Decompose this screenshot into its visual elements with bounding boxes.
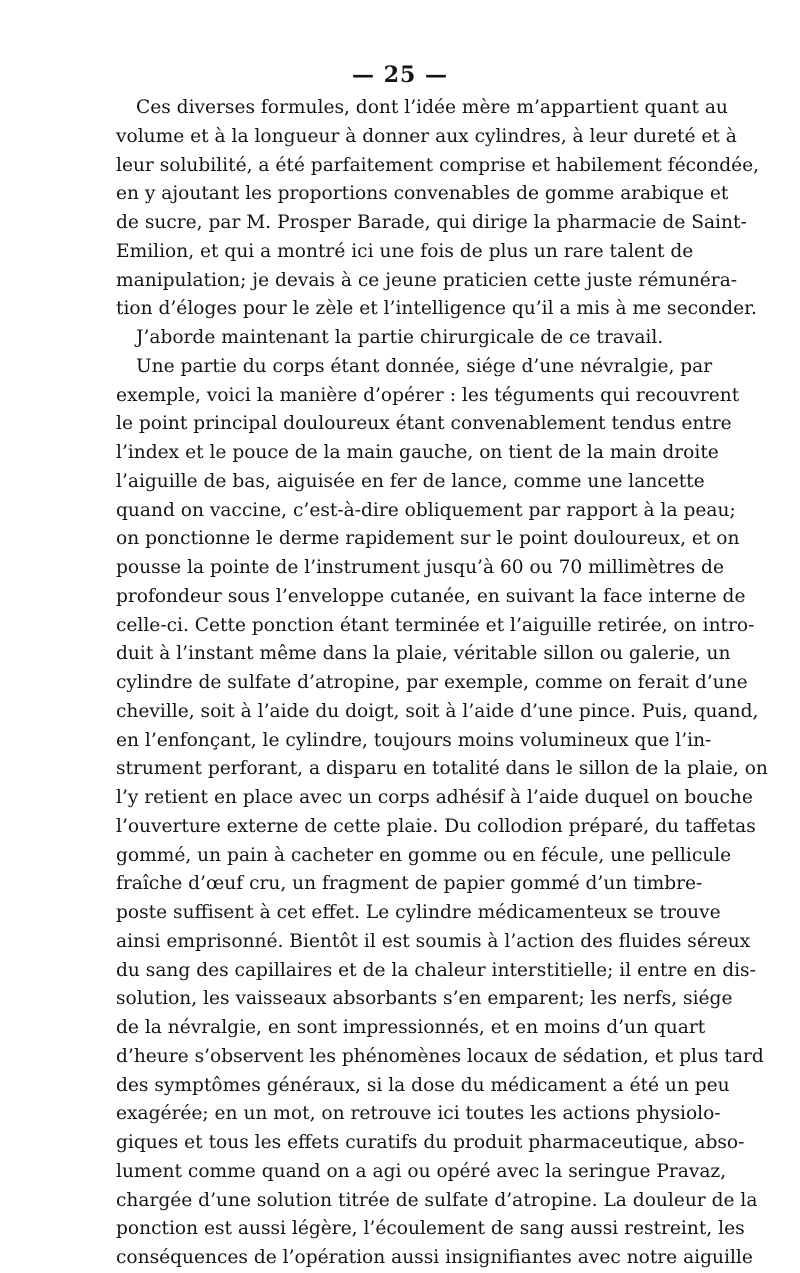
- paragraph-line: duit à l’instant même dans la plaie, véritable sillon ou galerie, un: [116, 643, 731, 665]
- paragraph-line: tion d’éloges pour le zèle et l’intelligence qu’il a mis à me seconder.: [116, 298, 757, 320]
- paragraph-line: l’index et le pouce de la main gauche, on tient de la main droite: [116, 442, 719, 463]
- paragraph-line: d’heure s’observent les phénomènes locaux de sédation, et plus tard: [116, 1045, 764, 1067]
- paragraph-line: en l’enfonçant, le cylindre, toujours moins volumineux que l’in-: [116, 729, 712, 751]
- paragraph-line: ponction est aussi légère, l’écoulement de sang aussi restreint, les: [116, 1218, 745, 1240]
- paragraph-line: strument perforant, a disparu en totalité dans le sillon de la plaie, on: [116, 758, 768, 780]
- paragraph-line: de la névralgie, en sont impressionnés, et en moins d’un quart: [116, 1017, 706, 1038]
- paragraph-line: exagérée; en un mot, on retrouve ici toutes les actions physiolo-: [116, 1103, 721, 1125]
- paragraph-line: celle-ci. Cette ponction étant terminée et l’aiguille retirée, on intro-: [116, 614, 755, 636]
- paragraph-line: quand on vaccine, c’est-à-dire obliquement par rapport à la peau;: [116, 499, 736, 521]
- paragraph-line: cylindre de sulfate d’atropine, par exemple, comme on ferait d’une: [116, 672, 748, 693]
- paragraph-line: poste suffisent à cet effet. Le cylindre médicamenteux se trouve: [116, 902, 721, 923]
- paragraph-line: J’aborde maintenant la partie chirurgicale de ce travail.: [136, 327, 664, 348]
- paragraph-line: Une partie du corps étant donnée, siége d’une névralgie, par: [136, 355, 713, 377]
- paragraph-line: profondeur sous l’enveloppe cutanée, en suivant la face interne de: [116, 585, 746, 607]
- paragraph-line: lument comme quand on a agi ou opéré avec la seringue Pravaz,: [116, 1160, 727, 1182]
- paragraph-line: du sang des capillaires et de la chaleur interstitielle; il entre en dis-: [116, 959, 756, 981]
- paragraph-line: volume et à la longueur à donner aux cylindres, à leur dureté et à: [116, 125, 737, 147]
- paragraph-line: Ces diverses formules, dont l’idée mère m’appartient quant au: [136, 97, 728, 118]
- paragraph-line: ainsi emprisonné. Bientôt il est soumis à l’action des fluides séreux: [116, 930, 751, 952]
- paragraph-line: l’y retient en place avec un corps adhésif à l’aide duquel on bouche: [116, 787, 753, 808]
- paragraph-line: on ponctionne le derme rapidement sur le point douloureux, et on: [116, 528, 740, 550]
- paragraph-line: fraîche d’œuf cru, un fragment de papier gommé d’un timbre-: [116, 873, 703, 895]
- paragraph-line: gommé, un pain à cacheter en gomme ou en fécule, une pellicule: [116, 844, 732, 866]
- paragraph-line: manipulation; je devais à ce jeune praticien cette juste rémunéra-: [116, 269, 738, 291]
- paragraph-line: giques et tous les effets curatifs du produit pharmaceutique, abso-: [116, 1132, 745, 1153]
- body-text: [116, 94, 768, 1273]
- paragraph-line: chargée d’une solution titrée de sulfate d’atropine. La douleur de la: [116, 1189, 758, 1211]
- paragraph-line: Emilion, et qui a montré ici une fois de plus un rare talent de: [116, 240, 694, 262]
- paragraph-line: l’ouverture externe de cette plaie. Du collodion préparé, du taffetas: [116, 815, 756, 837]
- paragraph-line: exemple, voici la manière d’opérer : les téguments qui recouvrent: [116, 384, 740, 406]
- paragraph-line: le point principal douloureux étant convenablement tendus entre: [116, 413, 732, 435]
- page-number: — 25 —: [352, 62, 448, 88]
- paragraph-line: conséquences de l’opération aussi insignifiantes avec notre aiguille: [116, 1247, 753, 1268]
- paragraph-line: des symptômes généraux, si la dose du médicament a été un peu: [116, 1074, 730, 1096]
- paragraph-line: l’aiguille de bas, aiguisée en fer de lance, comme une lancette: [116, 470, 705, 492]
- paragraph-line: en y ajoutant les proportions convenables de gomme arabique et: [116, 183, 729, 205]
- paragraph-line: solution, les vaisseaux absorbants s’en emparent; les nerfs, siége: [116, 988, 733, 1010]
- paragraph-line: pousse la pointe de l’instrument jusqu’à 60 ou 70 millimètres de: [116, 557, 724, 578]
- paragraph-line: cheville, soit à l’aide du doigt, soit à l’aide d’une pince. Puis, quand,: [116, 700, 759, 722]
- paragraph-line: de sucre, par M. Prosper Barade, qui dirige la pharmacie de Saint-: [116, 212, 747, 233]
- paragraph-line: leur solubilité, a été parfaitement comprise et habilement fécondée,: [116, 154, 760, 176]
